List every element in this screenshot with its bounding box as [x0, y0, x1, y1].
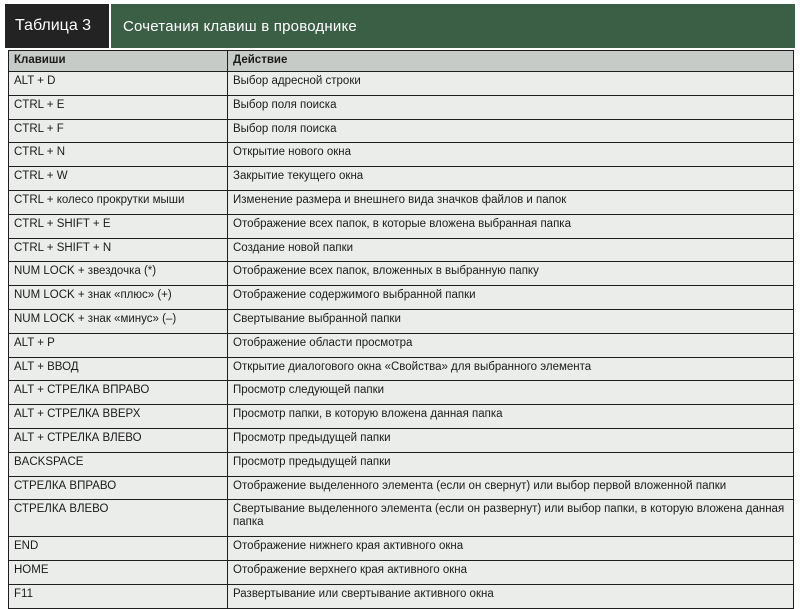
table-row: [9, 167, 794, 191]
table-title: Сочетания клавиш в проводнике: [111, 4, 795, 48]
shortcut-action-cell: Выбор адресной строки: [228, 72, 794, 96]
shortcut-action-cell: Создание новой папки: [228, 238, 794, 262]
shortcut-keys-cell: CTRL + N: [9, 143, 228, 167]
shortcut-action-cell: Свертывание выбранной папки: [228, 309, 794, 333]
shortcut-action-cell: Отображение нижнего края активного окна: [228, 537, 794, 561]
shortcut-keys-cell: CTRL + SHIFT + E: [9, 214, 228, 238]
shortcut-keys-cell: ALT + СТРЕЛКА ВПРАВО: [9, 381, 228, 405]
shortcut-action-cell: Просмотр предыдущей папки: [228, 452, 794, 476]
shortcut-keys-cell: СТРЕЛКА ВЛЕВО: [9, 500, 228, 537]
shortcut-keys-cell: ALT + ВВОД: [9, 357, 228, 381]
shortcut-action-cell: Отображение содержимого выбранной папки: [228, 286, 794, 310]
table-row: [9, 428, 794, 452]
shortcut-keys-cell: F11: [9, 584, 228, 608]
shortcut-action-cell: Выбор поля поиска: [228, 95, 794, 119]
table-row: [9, 309, 794, 333]
shortcut-action-cell: Открытие нового окна: [228, 143, 794, 167]
table-row: [9, 561, 794, 585]
table-row: [9, 286, 794, 310]
shortcut-keys-cell: СТРЕЛКА ВПРАВО: [9, 476, 228, 500]
shortcut-keys-cell: END: [9, 537, 228, 561]
shortcut-action-cell: Просмотр предыдущей папки: [228, 428, 794, 452]
shortcut-action-cell: Изменение размера и внешнего вида значков файлов и папок: [228, 190, 794, 214]
shortcuts-table: [8, 50, 794, 609]
shortcut-keys-cell: CTRL + колесо прокрутки мыши: [9, 190, 228, 214]
shortcut-keys-cell: ALT + D: [9, 72, 228, 96]
shortcut-action-cell: Отображение области просмотра: [228, 333, 794, 357]
shortcut-action-cell: Отображение верхнего края активного окна: [228, 561, 794, 585]
table-row: [9, 143, 794, 167]
shortcut-action-cell: Отображение выделенного элемента (если он свернут) или выбор первой вложенной папки: [228, 476, 794, 500]
table-row: [9, 452, 794, 476]
shortcut-action-cell: Отображение всех папок, в которые вложена выбранная папка: [228, 214, 794, 238]
table-row: [9, 405, 794, 429]
shortcut-action-cell: Просмотр папки, в которую вложена данная папка: [228, 405, 794, 429]
table-row: [9, 238, 794, 262]
table-header: [5, 4, 795, 48]
shortcut-keys-cell: HOME: [9, 561, 228, 585]
table-row: [9, 262, 794, 286]
shortcut-action-cell: Отображение всех папок, вложенных в выбранную папку: [228, 262, 794, 286]
table-row: [9, 214, 794, 238]
shortcut-action-cell: Открытие диалогового окна «Свойства» для выбранного элемента: [228, 357, 794, 381]
table-row: [9, 584, 794, 608]
shortcut-keys-cell: BACKSPACE: [9, 452, 228, 476]
shortcut-keys-cell: ALT + P: [9, 333, 228, 357]
table-row: [9, 476, 794, 500]
shortcut-keys-cell: CTRL + SHIFT + N: [9, 238, 228, 262]
table-row: [9, 190, 794, 214]
table-row: [9, 119, 794, 143]
shortcut-keys-cell: CTRL + E: [9, 95, 228, 119]
column-header-action: Действие: [228, 51, 794, 72]
shortcut-action-cell: Закрытие текущего окна: [228, 167, 794, 191]
shortcut-action-cell: Свертывание выделенного элемента (если он развернут) или выбор папки, в которую вложена данная папка: [228, 500, 794, 537]
shortcut-keys-cell: CTRL + W: [9, 167, 228, 191]
shortcut-keys-cell: ALT + СТРЕЛКА ВЛЕВО: [9, 428, 228, 452]
shortcut-keys-cell: ALT + СТРЕЛКА ВВЕРХ: [9, 405, 228, 429]
table-row: [9, 95, 794, 119]
table-body: [9, 72, 794, 609]
table-row: [9, 72, 794, 96]
shortcut-keys-cell: NUM LOCK + знак «плюс» (+): [9, 286, 228, 310]
shortcut-action-cell: Развертывание или свертывание активного окна: [228, 584, 794, 608]
table-row: [9, 500, 794, 537]
shortcut-action-cell: Просмотр следующей папки: [228, 381, 794, 405]
shortcut-keys-cell: CTRL + F: [9, 119, 228, 143]
table-row: [9, 357, 794, 381]
header-row: [9, 51, 794, 72]
table-row: [9, 333, 794, 357]
column-header-keys: Клавиши: [9, 51, 228, 72]
shortcut-action-cell: Выбор поля поиска: [228, 119, 794, 143]
shortcut-keys-cell: NUM LOCK + звездочка (*): [9, 262, 228, 286]
table-row: [9, 381, 794, 405]
shortcut-keys-cell: NUM LOCK + знак «минус» (–): [9, 309, 228, 333]
table-number-label: Таблица 3: [5, 4, 109, 48]
table-row: [9, 537, 794, 561]
